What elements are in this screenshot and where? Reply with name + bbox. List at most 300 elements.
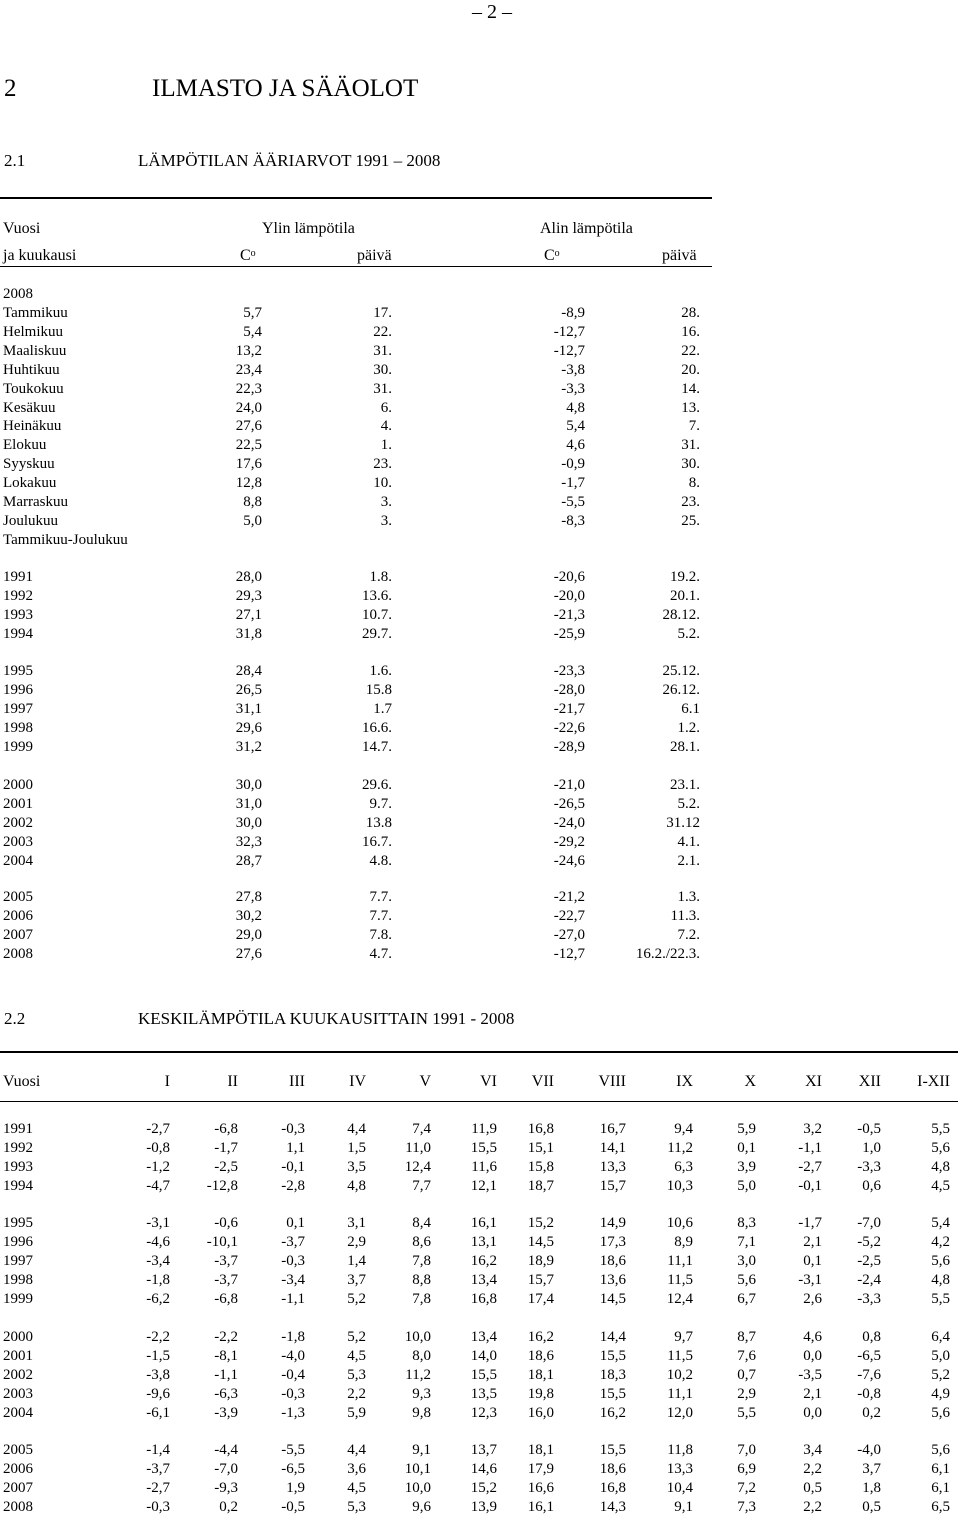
month-value-cell: 15,5	[599, 1347, 626, 1364]
month-value-cell: 5,6	[931, 1252, 950, 1269]
ylin-day-cell: 16.7.	[362, 833, 392, 850]
ylin-day-cell: 7.7.	[369, 889, 392, 905]
month-value-cell: -4,0	[857, 1442, 881, 1458]
ylin-day-cell: 6.	[380, 399, 392, 416]
ylin-temp-cell: 31,8	[235, 625, 262, 642]
ylin-temp-cell: 29,6	[235, 719, 262, 736]
month-value-cell: 12,1	[470, 1177, 497, 1194]
alin-day-cell: 22.	[681, 342, 700, 359]
alin-temp-cell: -29,2	[553, 833, 585, 850]
month-value-cell: 15,2	[470, 1479, 497, 1496]
column-header: VII	[531, 1073, 554, 1090]
month-value-cell: 13,1	[470, 1233, 497, 1250]
table-row	[0, 1252, 960, 1271]
ylin-day-cell: 4.7.	[369, 945, 392, 962]
alin-temp-cell: 5,4	[566, 418, 585, 435]
month-value-cell: -12,8	[206, 1177, 238, 1194]
year-label: 2006	[3, 907, 33, 924]
table-row	[0, 852, 960, 871]
month-label: Elokuu	[3, 437, 47, 454]
month-value-cell: 17,9	[527, 1460, 554, 1477]
month-value-cell: -6,5	[857, 1347, 881, 1364]
month-value-cell: -0,3	[146, 1498, 170, 1515]
month-value-cell: -5,2	[857, 1233, 881, 1250]
table1-header-ylin: Ylin lämpötila	[262, 220, 355, 237]
month-value-cell: 8,9	[674, 1233, 693, 1250]
month-value-cell: 16,7	[599, 1121, 626, 1137]
ylin-day-cell: 29.7.	[362, 625, 392, 642]
ylin-day-cell: 14.7.	[362, 738, 392, 755]
alin-day-cell: 19.2.	[670, 569, 700, 585]
month-value-cell: 4,9	[931, 1385, 950, 1402]
table-row	[0, 776, 960, 795]
month-label: Lokakuu	[3, 475, 57, 492]
month-value-cell: 5,2	[347, 1329, 366, 1345]
alin-temp-cell: -28,0	[553, 681, 585, 698]
table-row	[0, 1233, 960, 1252]
month-value-cell: 0,7	[737, 1366, 756, 1383]
month-value-cell: 4,5	[347, 1347, 366, 1364]
alin-temp-cell: -21,3	[553, 606, 585, 623]
ylin-temp-cell: 27,8	[235, 889, 262, 905]
month-value-cell: 9,6	[412, 1498, 431, 1515]
alin-temp-cell: -8,3	[561, 512, 585, 529]
ylin-day-cell: 4.	[380, 418, 392, 435]
alin-day-cell: 13.	[681, 399, 700, 416]
month-value-cell: -5,5	[281, 1442, 305, 1458]
section-2-1-title: LÄMPÖTILAN ÄÄRIARVOT 1991 – 2008	[138, 151, 441, 170]
alin-temp-cell: -0,9	[561, 456, 585, 473]
alin-temp-cell: -22,6	[553, 719, 585, 736]
ylin-temp-cell: 31,0	[235, 795, 262, 812]
month-value-cell: 5,5	[931, 1121, 950, 1137]
alin-temp-cell: 4,8	[566, 399, 585, 416]
month-label: Helmikuu	[3, 323, 63, 340]
alin-day-cell: 7.2.	[677, 926, 700, 943]
table-row	[0, 1139, 960, 1158]
month-value-cell: 4,4	[347, 1121, 366, 1137]
month-value-cell: 15,5	[599, 1442, 626, 1458]
year-label: 2000	[3, 1329, 33, 1345]
month-value-cell: -0,6	[214, 1215, 238, 1231]
ylin-day-cell: 3.	[380, 512, 392, 529]
month-value-cell: 5,6	[737, 1271, 756, 1288]
table-row	[0, 888, 960, 907]
column-header: X	[744, 1073, 756, 1090]
month-value-cell: -2,7	[798, 1158, 822, 1175]
month-value-cell: 11,5	[667, 1347, 693, 1364]
month-value-cell: -3,1	[798, 1271, 822, 1288]
alin-day-cell: 1.2.	[677, 719, 700, 736]
month-value-cell: 9,1	[412, 1442, 431, 1458]
table1-header-alin: Alin lämpötila	[540, 220, 633, 237]
table-row	[0, 1441, 960, 1460]
alin-temp-cell: -12,7	[553, 342, 585, 359]
month-value-cell: 5,9	[347, 1404, 366, 1421]
month-value-cell: 5,3	[347, 1366, 366, 1383]
month-value-cell: -3,1	[146, 1215, 170, 1231]
month-value-cell: 7,6	[737, 1347, 756, 1364]
year-label: 1998	[3, 719, 33, 736]
month-value-cell: -6,5	[281, 1460, 305, 1477]
month-value-cell: 0,1	[737, 1139, 756, 1156]
month-label: Huhtikuu	[3, 361, 60, 378]
year-label: 1991	[3, 569, 33, 585]
month-value-cell: -3,5	[798, 1366, 822, 1383]
month-value-cell: 4,5	[931, 1177, 950, 1194]
month-value-cell: -3,3	[857, 1158, 881, 1175]
month-value-cell: -6,3	[214, 1385, 238, 1402]
month-value-cell: -0,4	[281, 1366, 305, 1383]
month-value-cell: 16,1	[470, 1215, 497, 1231]
month-value-cell: 11,1	[667, 1385, 693, 1402]
month-value-cell: -1,5	[146, 1347, 170, 1364]
month-value-cell: 11,9	[471, 1121, 497, 1137]
ylin-day-cell: 30.	[373, 361, 392, 378]
table-row	[0, 568, 960, 587]
month-value-cell: 5,4	[931, 1215, 950, 1231]
month-value-cell: 1,8	[862, 1479, 881, 1496]
month-value-cell: 17,3	[599, 1233, 626, 1250]
month-value-cell: 2,2	[347, 1385, 366, 1402]
month-value-cell: 16,2	[599, 1404, 626, 1421]
month-value-cell: 14,0	[470, 1347, 497, 1364]
alin-day-cell: 25.	[681, 512, 700, 529]
month-value-cell: 4,5	[347, 1479, 366, 1496]
month-value-cell: -3,4	[281, 1271, 305, 1288]
month-value-cell: -3,4	[146, 1252, 170, 1269]
alin-day-cell: 1.3.	[677, 889, 700, 905]
month-value-cell: 8,7	[737, 1329, 756, 1345]
year-label: 2006	[3, 1460, 33, 1477]
month-value-cell: -2,7	[146, 1479, 170, 1496]
month-value-cell: 5,9	[737, 1121, 756, 1137]
month-value-cell: -2,8	[281, 1177, 305, 1194]
month-value-cell: 4,6	[803, 1329, 822, 1345]
month-value-cell: 16,2	[527, 1329, 554, 1345]
month-value-cell: 14,5	[527, 1233, 554, 1250]
month-value-cell: 2,9	[737, 1385, 756, 1402]
alin-day-cell: 31.	[681, 437, 700, 454]
column-header: I-XII	[917, 1073, 950, 1090]
month-value-cell: 4,4	[347, 1442, 366, 1458]
month-value-cell: 16,8	[599, 1479, 626, 1496]
alin-temp-cell: -1,7	[561, 475, 585, 492]
alin-day-cell: 14.	[681, 380, 700, 397]
ylin-temp-cell: 22,5	[235, 437, 262, 454]
month-value-cell: 3,7	[862, 1460, 881, 1477]
month-value-cell: 10,0	[404, 1479, 431, 1496]
month-value-cell: 6,9	[737, 1460, 756, 1477]
alin-temp-cell: -24,0	[553, 814, 585, 831]
month-value-cell: -7,0	[214, 1460, 238, 1477]
table1-header-paiva-alin: päivä	[662, 247, 697, 264]
month-value-cell: 11,1	[667, 1252, 693, 1269]
month-value-cell: 2,9	[347, 1233, 366, 1250]
ylin-temp-cell: 32,3	[235, 833, 262, 850]
table-row	[0, 1385, 960, 1404]
table-row	[0, 719, 960, 738]
year-label: 1994	[3, 625, 33, 642]
alin-day-cell: 28.12.	[662, 606, 700, 623]
ylin-day-cell: 31.	[373, 342, 392, 359]
month-value-cell: 5,5	[931, 1290, 950, 1307]
year-label: 1999	[3, 1290, 33, 1307]
alin-temp-cell: -3,8	[561, 361, 585, 378]
month-value-cell: 0,6	[862, 1177, 881, 1194]
month-value-cell: 19,8	[527, 1385, 554, 1402]
ylin-day-cell: 9.7.	[369, 795, 392, 812]
month-label: Heinäkuu	[3, 418, 62, 435]
month-value-cell: 12,0	[666, 1404, 693, 1421]
table1-header-paiva-ylin: päivä	[357, 247, 392, 264]
month-value-cell: 4,8	[931, 1271, 950, 1288]
year-label: 1991	[3, 1121, 33, 1137]
table-row	[0, 1498, 960, 1517]
month-value-cell: -4,0	[281, 1347, 305, 1364]
month-value-cell: 13,4	[470, 1271, 497, 1288]
month-value-cell: 15,1	[527, 1139, 554, 1156]
alin-day-cell: 23.	[681, 494, 700, 510]
alin-day-cell: 20.	[681, 361, 700, 378]
month-value-cell: 3,9	[737, 1158, 756, 1175]
table-row	[0, 436, 960, 455]
table-row	[0, 474, 960, 493]
table-row	[0, 945, 960, 964]
column-header: VI	[480, 1073, 497, 1090]
month-value-cell: 2,1	[803, 1385, 822, 1402]
month-value-cell: -6,1	[146, 1404, 170, 1421]
table1-year-label: 2008	[3, 286, 33, 302]
month-value-cell: 3,7	[347, 1271, 366, 1288]
alin-temp-cell: -24,6	[553, 852, 585, 869]
month-value-cell: 16,0	[527, 1404, 554, 1421]
month-value-cell: -1,1	[214, 1366, 238, 1383]
month-value-cell: 10,2	[666, 1366, 693, 1383]
alin-day-cell: 30.	[681, 456, 700, 473]
table-row	[0, 833, 960, 852]
month-value-cell: 13,3	[599, 1158, 626, 1175]
month-value-cell: 3,0	[737, 1252, 756, 1269]
table-row	[0, 1479, 960, 1498]
year-label: 2003	[3, 833, 33, 850]
month-value-cell: -0,3	[281, 1385, 305, 1402]
alin-temp-cell: -25,9	[553, 625, 585, 642]
alin-temp-cell: -8,9	[561, 305, 585, 321]
month-value-cell: -0,3	[281, 1121, 305, 1137]
table-row	[0, 681, 960, 700]
table-row	[0, 417, 960, 436]
alin-temp-cell: -12,7	[553, 945, 585, 962]
month-value-cell: 3,6	[347, 1460, 366, 1477]
month-value-cell: 6,1	[931, 1460, 950, 1477]
alin-temp-cell: -3,3	[561, 380, 585, 397]
month-value-cell: 5,5	[737, 1404, 756, 1421]
month-value-cell: 7,2	[737, 1479, 756, 1496]
month-value-cell: 0,0	[803, 1347, 822, 1364]
month-value-cell: -3,7	[214, 1252, 238, 1269]
month-value-cell: 15,7	[599, 1177, 626, 1194]
ylin-temp-cell: 12,8	[235, 475, 262, 492]
alin-day-cell: 26.12.	[662, 681, 700, 698]
month-value-cell: 1,5	[347, 1139, 366, 1156]
month-value-cell: -7,6	[857, 1366, 881, 1383]
ylin-day-cell: 1.8.	[369, 569, 392, 585]
month-value-cell: 9,1	[674, 1498, 693, 1515]
table-row	[0, 1120, 960, 1139]
month-value-cell: 9,3	[412, 1385, 431, 1402]
month-value-cell: 12,3	[470, 1404, 497, 1421]
year-label: 2001	[3, 1347, 33, 1364]
table-row	[0, 907, 960, 926]
month-value-cell: 7,8	[412, 1252, 431, 1269]
month-value-cell: 12,4	[666, 1290, 693, 1307]
alin-temp-cell: -20,0	[553, 587, 585, 604]
chapter-title: ILMASTO JA SÄÄOLOT	[152, 75, 419, 102]
alin-day-cell: 28.	[681, 305, 700, 321]
year-label: 2001	[3, 795, 33, 812]
month-label: Toukokuu	[3, 380, 64, 397]
month-value-cell: -2,5	[857, 1252, 881, 1269]
ylin-day-cell: 16.6.	[362, 719, 392, 736]
month-value-cell: 5,2	[931, 1366, 950, 1383]
year-label: 1993	[3, 606, 33, 623]
month-value-cell: 1,1	[286, 1139, 305, 1156]
table-row	[0, 399, 960, 418]
table-row	[0, 625, 960, 644]
year-label: 2003	[3, 1385, 33, 1402]
month-value-cell: -0,3	[281, 1252, 305, 1269]
table1-header-kuukausi: ja kuukausi	[3, 247, 77, 264]
month-value-cell: 4,8	[931, 1158, 950, 1175]
month-value-cell: -3,3	[857, 1290, 881, 1307]
year-label: 2004	[3, 852, 33, 869]
month-value-cell: 0,1	[803, 1252, 822, 1269]
month-value-cell: 8,3	[737, 1215, 756, 1231]
month-value-cell: 11,8	[667, 1442, 693, 1458]
alin-temp-cell: -23,3	[553, 663, 585, 679]
table-header-row	[0, 1072, 960, 1091]
month-value-cell: -1,4	[146, 1442, 170, 1458]
alin-day-cell: 4.1.	[677, 833, 700, 850]
table-row	[0, 814, 960, 833]
month-value-cell: 15,8	[527, 1158, 554, 1175]
ylin-temp-cell: 31,2	[235, 738, 262, 755]
month-value-cell: 1,0	[862, 1139, 881, 1156]
ylin-temp-cell: 24,0	[235, 399, 262, 416]
ylin-temp-cell: 27,6	[235, 945, 262, 962]
month-value-cell: 4,2	[931, 1233, 950, 1250]
month-value-cell: 13,4	[470, 1329, 497, 1345]
month-value-cell: 6,7	[737, 1290, 756, 1307]
month-value-cell: -2,2	[214, 1329, 238, 1345]
column-header: XII	[858, 1073, 881, 1090]
month-value-cell: -3,8	[146, 1366, 170, 1383]
month-value-cell: 3,5	[347, 1158, 366, 1175]
month-value-cell: -9,6	[146, 1385, 170, 1402]
ylin-day-cell: 17.	[373, 305, 392, 321]
month-value-cell: -2,4	[857, 1271, 881, 1288]
table-row	[0, 1328, 960, 1347]
month-value-cell: 11,2	[667, 1139, 693, 1156]
year-label: 1992	[3, 587, 33, 604]
month-value-cell: 14,4	[599, 1329, 626, 1345]
ylin-temp-cell: 28,7	[235, 852, 262, 869]
table2-top-rule	[0, 1051, 958, 1053]
table-row	[0, 380, 960, 399]
table-row	[0, 738, 960, 757]
month-value-cell: 0,0	[803, 1404, 822, 1421]
alin-temp-cell: -21,7	[553, 700, 585, 717]
year-label: 2005	[3, 1442, 33, 1458]
month-value-cell: -1,8	[146, 1271, 170, 1288]
alin-day-cell: 31.12	[666, 814, 700, 831]
month-value-cell: 13,6	[599, 1271, 626, 1288]
month-value-cell: 18,7	[527, 1177, 554, 1194]
section-2-2-number: 2.2	[4, 1009, 26, 1028]
month-value-cell: 5,0	[737, 1177, 756, 1194]
month-value-cell: 10,3	[666, 1177, 693, 1194]
month-value-cell: -0,8	[857, 1385, 881, 1402]
alin-temp-cell: -21,0	[553, 777, 585, 793]
month-value-cell: 18,6	[527, 1347, 554, 1364]
month-value-cell: 5,2	[347, 1290, 366, 1307]
alin-day-cell: 7.	[688, 418, 700, 435]
month-value-cell: -1,7	[214, 1139, 238, 1156]
year-label: 2004	[3, 1404, 33, 1421]
table-row	[0, 700, 960, 719]
month-value-cell: 13,9	[470, 1498, 497, 1515]
ylin-temp-cell: 22,3	[235, 380, 262, 397]
month-value-cell: -10,1	[206, 1233, 238, 1250]
year-label: 1997	[3, 1252, 33, 1269]
month-value-cell: -7,0	[857, 1215, 881, 1231]
ylin-day-cell: 1.	[380, 437, 392, 454]
month-value-cell: 14,9	[599, 1215, 626, 1231]
table-row	[0, 926, 960, 945]
column-header: XI	[805, 1073, 822, 1090]
month-value-cell: -0,8	[146, 1139, 170, 1156]
month-value-cell: 5,0	[931, 1347, 950, 1364]
month-value-cell: 5,6	[931, 1442, 950, 1458]
month-value-cell: 1,9	[286, 1479, 305, 1496]
month-value-cell: -3,7	[281, 1233, 305, 1250]
month-value-cell: 7,1	[737, 1233, 756, 1250]
year-label: 1994	[3, 1177, 33, 1194]
month-value-cell: 18,1	[527, 1442, 554, 1458]
table1-annual-label: Tammikuu-Joulukuu	[3, 532, 128, 548]
month-value-cell: 11,5	[667, 1271, 693, 1288]
year-label: 1998	[3, 1271, 33, 1288]
ylin-day-cell: 23.	[373, 456, 392, 473]
ylin-temp-cell: 27,1	[235, 606, 262, 623]
section-2-2-title: KESKILÄMPÖTILA KUUKAUSITTAIN 1991 - 2008	[138, 1009, 515, 1028]
month-value-cell: -4,7	[146, 1177, 170, 1194]
month-value-cell: 15,5	[599, 1385, 626, 1402]
column-header: III	[289, 1073, 305, 1090]
alin-temp-cell: -22,7	[553, 907, 585, 924]
table-row	[0, 323, 960, 342]
section-2-1-number: 2.1	[4, 151, 26, 170]
ylin-temp-cell: 8,8	[243, 494, 262, 510]
table-row	[0, 1460, 960, 1479]
ylin-day-cell: 3.	[380, 494, 392, 510]
month-value-cell: 18,9	[527, 1252, 554, 1269]
month-value-cell: 3,1	[347, 1215, 366, 1231]
month-value-cell: 5,3	[347, 1498, 366, 1515]
alin-temp-cell: -26,5	[553, 795, 585, 812]
alin-day-cell: 28.1.	[670, 738, 700, 755]
